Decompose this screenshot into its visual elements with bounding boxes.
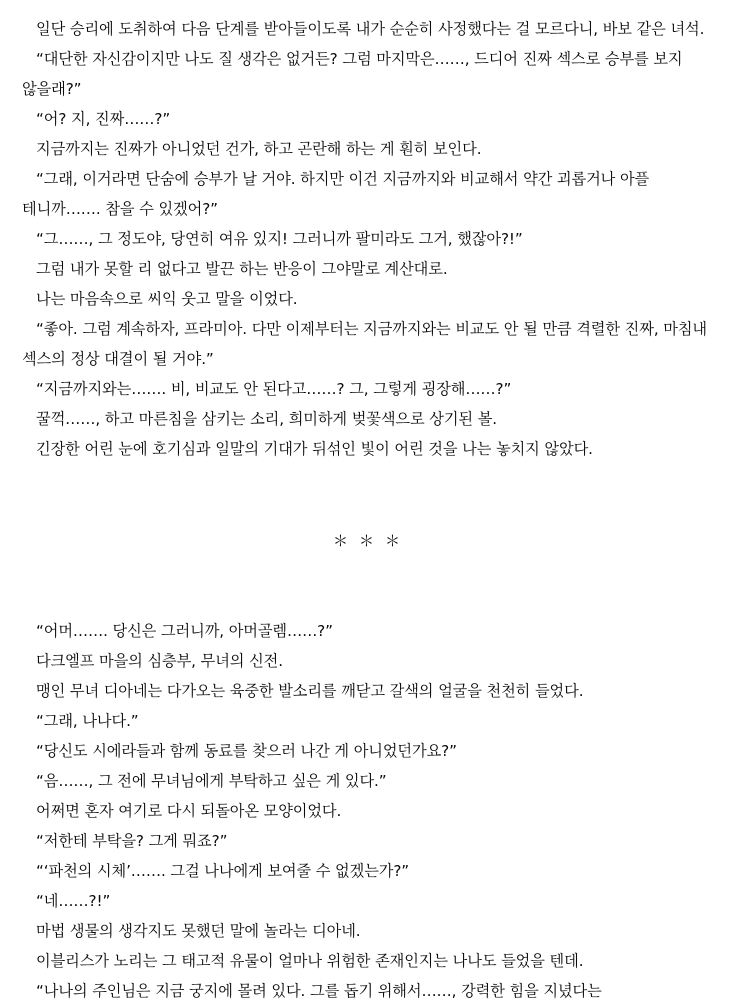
paragraph: 어쩌면 혼자 여기로 다시 되돌아온 모양이었다. xyxy=(36,802,342,820)
paragraph: “어머……. 당신은 그러니까, 아머골렘……?” xyxy=(36,622,333,640)
paragraph: 나는 마음속으로 씨익 웃고 말을 이었다. xyxy=(36,290,298,308)
paragraph: “네……?!” xyxy=(36,892,111,910)
paragraph: “음……, 그 전에 무녀님에게 부탁하고 싶은 게 있다.” xyxy=(36,772,387,790)
scene-break: ＊ ＊ ＊ xyxy=(332,532,404,550)
paragraph: “그래, 이거라면 단숨에 승부가 날 거야. 하지만 이건 지금까지와 비교해서 약간 괴롭거나 아플 테니까……. 참을 수 있겠어?” xyxy=(22,170,654,218)
spacer xyxy=(22,464,714,526)
paragraph: “어? 지, 진짜……?” xyxy=(36,110,171,128)
paragraph: “대단한 자신감이지만 나도 질 생각은 없거든? 그럼 마지막은……, 드디어 진짜 섹스로 승부를 보지 않을래?” xyxy=(22,50,688,98)
paragraph: 일단 승리에 도취하여 다음 단계를 받아들이도록 내가 순순히 사정했다는 걸 모르다니, 바보 같은 녀석. xyxy=(36,20,705,38)
paragraph: “그래, 나나다.” xyxy=(36,712,139,730)
paragraph: 이블리스가 노리는 그 태고적 유물이 얼마나 위험한 존재인지는 나나도 들었을 텐데. xyxy=(36,952,584,970)
paragraph: “나나의 주인님은 지금 궁지에 몰려 있다. 그를 돕기 위해서……, 강력한 힘을 지녔다는 xyxy=(36,982,602,1000)
paragraph: 그럼 내가 못할 리 없다고 발끈 하는 반응이 그야말로 계산대로. xyxy=(36,260,448,278)
paragraph: “‘파천의 시체’……. 그걸 나나에게 보여줄 수 없겠는가?” xyxy=(36,862,410,880)
paragraph: “저한테 부탁을? 그게 뭐죠?” xyxy=(36,832,228,850)
paragraph: 맹인 무녀 디아네는 다가오는 육중한 발소리를 깨닫고 갈색의 얼굴을 천천히 들었다. xyxy=(36,682,584,700)
paragraph: “당신도 시에라들과 함께 동료를 찾으러 나간 게 아니었던가요?” xyxy=(36,742,457,760)
paragraph: 마법 생물의 생각지도 못했던 말에 놀라는 디아네. xyxy=(36,922,361,940)
paragraph: 꿀꺽……, 하고 마른침을 삼키는 소리, 희미하게 벚꽃색으로 상기된 볼. xyxy=(36,410,498,428)
paragraph: 다크엘프 마을의 심층부, 무녀의 신전. xyxy=(36,652,283,670)
paragraph: “그……, 그 정도야, 당연히 여유 있지! 그러니까 팔미라도 그거, 했잖아?!” xyxy=(36,230,523,248)
paragraph: “좋아. 그럼 계속하자, 프라미아. 다만 이제부터는 지금까지와는 비교도 안 될 만큼 격렬한 진짜, 마침내 섹스의 정상 대결이 될 거야.” xyxy=(22,320,712,368)
paragraph: 긴장한 어린 눈에 호기심과 일말의 기대가 뒤섞인 빛이 어린 것을 나는 놓치지 않았다. xyxy=(36,440,593,458)
spacer xyxy=(22,556,714,616)
paragraph: “지금까지와는……. 비, 비교도 안 된다고……? 그, 그렇게 굉장해……?” xyxy=(36,380,512,398)
paragraph: 지금까지는 진짜가 아니었던 건가, 하고 곤란해 하는 게 훤히 보인다. xyxy=(36,140,482,158)
